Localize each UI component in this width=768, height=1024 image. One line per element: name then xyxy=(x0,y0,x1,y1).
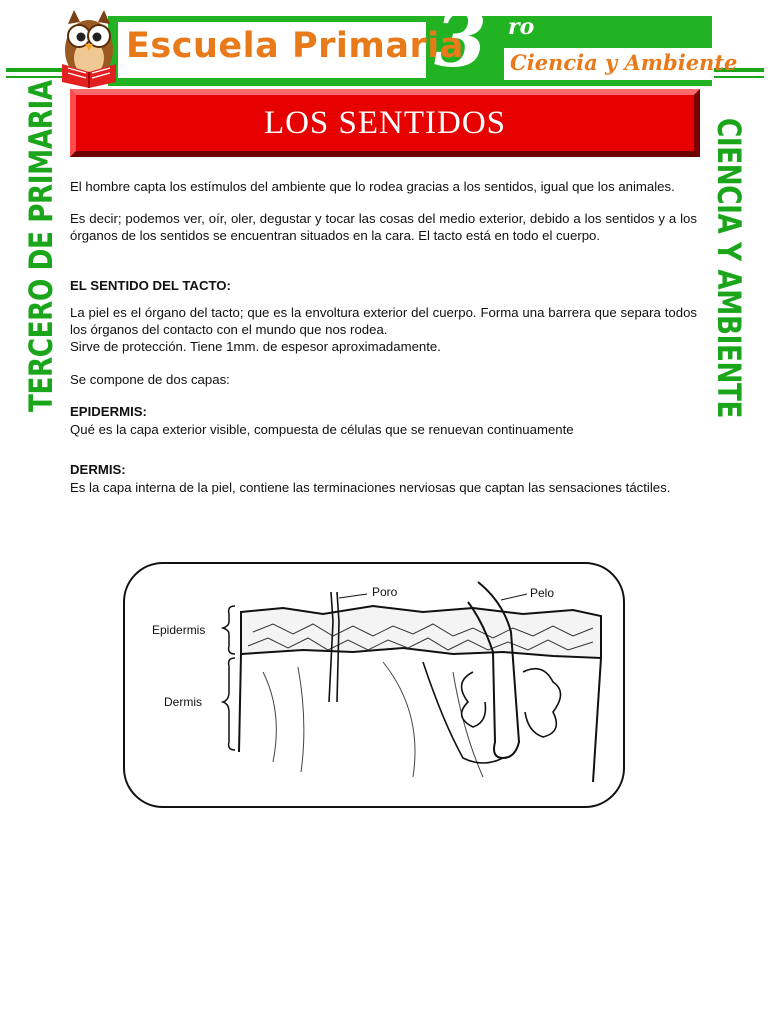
touch-paragraph-1: La piel es el órgano del tacto; que es la envoltura exterior del cuerpo. Forma una barrera que separa todos los órganos del contacto con el mundo que nos rodea. xyxy=(70,305,697,337)
dermis-heading: DERMIS: xyxy=(70,462,126,477)
dermis-text: Es la capa interna de la piel, contiene las terminaciones nerviosas que captan las sensaciones táctiles. xyxy=(70,480,671,495)
page-title: LOS SENTIDOS xyxy=(263,105,507,141)
epidermis-layer xyxy=(241,606,601,658)
intro-paragraph-2: Es decir; podemos ver, oír, oler, degustar y tocar las cosas del medio exterior, debido a los sentidos y a los órganos de los sentidos se encuentran situados en la cara. El tacto está en todo el cuerpo. xyxy=(70,211,697,243)
diagram-label-epidermis: Epidermis xyxy=(152,623,206,637)
epidermis-text: Qué es la capa exterior visible, compuesta de células que se renuevan continuamente xyxy=(70,422,574,437)
side-label-grade: TERCERO DE PRIMARIA xyxy=(22,80,60,412)
section-heading-touch: EL SENTIDO DEL TACTO: xyxy=(70,278,231,293)
side-label-subject: CIENCIA Y AMBIENTE xyxy=(710,118,748,419)
subject-area: Ciencia y Ambiente xyxy=(510,50,738,75)
grade-number: 3 xyxy=(434,0,487,84)
diagram-label-dermis: Dermis xyxy=(164,695,202,709)
layers-intro: Se compone de dos capas: xyxy=(70,372,230,387)
sebaceous-gland xyxy=(523,669,561,737)
header-stripe-right-thin xyxy=(708,76,764,78)
diagram-label-poro: Poro xyxy=(372,585,398,599)
owl-icon xyxy=(54,6,124,88)
grade-suffix: ro xyxy=(508,14,535,40)
intro-paragraph-1: El hombre capta los estímulos del ambiente que lo rodea gracias a los sentidos, igual que los animales. xyxy=(70,179,675,194)
diagram-label-pelo: Pelo xyxy=(530,586,555,600)
school-name: Escuela Primaria xyxy=(126,26,464,66)
touch-paragraph-2: Sirve de protección. Tiene 1mm. de espesor aproximadamente. xyxy=(70,339,441,354)
epidermis-heading: EPIDERMIS: xyxy=(70,404,147,419)
